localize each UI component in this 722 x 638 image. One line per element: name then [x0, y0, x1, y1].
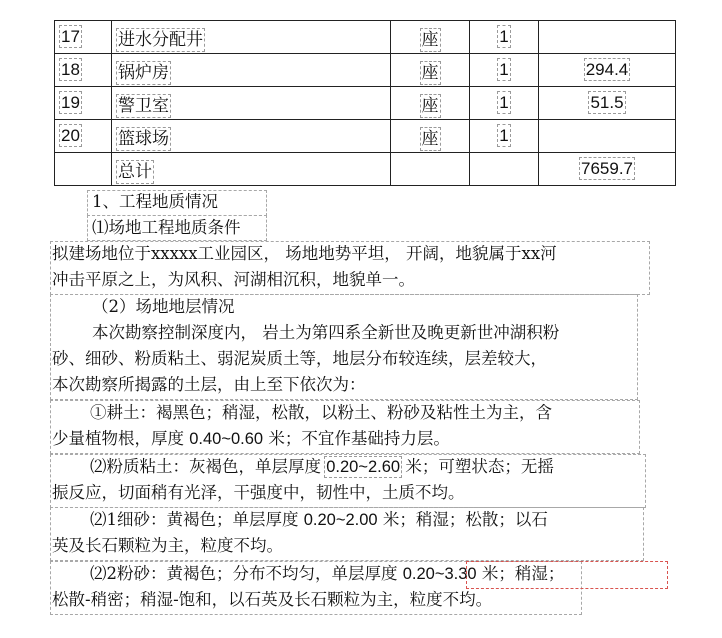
layer-4-paragraph: ⑵2粉砂：黄褐色；分布不均匀，单层厚度 0.20~3.30 米；稍湿； 松散-稍密；稍湿-饱和，以石英及长石颗粒为主，粒度不均。: [52, 564, 565, 609]
table-row: [55, 54, 676, 87]
area-cell: [539, 120, 676, 153]
row-number: 19: [55, 87, 112, 120]
total-area-cell: 7659.7: [539, 153, 676, 186]
site-description-paragraph: 拟建场地位于xxxxx工业园区， 场地地势平坦， 开阔，地貌属于xx河 冲击平原之上，为风积、河湖相沉积，地貌单一。: [52, 244, 557, 289]
quantity-cell: 1: [470, 21, 539, 54]
quantity-cell: 1: [470, 87, 539, 120]
table-row: [55, 21, 676, 54]
building-name: 锅炉房: [112, 54, 391, 87]
row-number: 17: [55, 21, 112, 54]
quantity-cell: 1: [470, 120, 539, 153]
layer-2-paragraph: ⑵粉质粘土：灰褐色，单层厚度 0.20~2.60 米；可塑状态；无摇 振反应，切面稍有光泽，干强度中，韧性中，土质不均。: [52, 457, 554, 502]
area-cell: [539, 21, 676, 54]
table-total-row: [55, 153, 676, 186]
unit-cell: 座: [391, 21, 470, 54]
unit-cell: 座: [391, 87, 470, 120]
table-row: [55, 87, 676, 120]
building-name: 警卫室: [112, 87, 391, 120]
row-number: 18: [55, 54, 112, 87]
subsection-heading: ⑴场地工程地质条件: [92, 218, 241, 237]
quantity-cell: 1: [470, 54, 539, 87]
building-name: 篮球场: [112, 120, 391, 153]
table-row: [55, 120, 676, 153]
unit-cell: 座: [391, 120, 470, 153]
area-cell: 294.4: [539, 54, 676, 87]
layer-1-paragraph: ①耕土：褐黑色；稍湿，松散，以粉土、粉砂及粘性土为主，含 少量植物根，厚度 0.40~0.60 米；不宜作基础持力层。: [52, 403, 552, 448]
strata-paragraph: （2）场地地层情况 本次勘察控制深度内， 岩土为第四系全新世及晚更新世冲湖积粉 砂、细砂、粉质粘土、弱泥炭质土等，地层分布较连续，层差较大， 本次勘察所揭露的土层，由上至下依次为：: [52, 297, 560, 394]
row-number: [55, 153, 112, 186]
layer-3-paragraph: ⑵1细砂：黄褐色；单层厚度 0.20~2.00 米；稍湿；松散；以石 英及长石颗粒为主，粒度不均。: [52, 510, 548, 555]
building-name: 进水分配井: [112, 21, 391, 54]
unit-cell: [391, 153, 470, 186]
unit-cell: 座: [391, 54, 470, 87]
building-table: [54, 20, 676, 186]
section-heading: 1、工程地质情况: [92, 192, 218, 211]
row-number: 20: [55, 120, 112, 153]
area-cell: 51.5: [539, 87, 676, 120]
quantity-cell: [470, 153, 539, 186]
total-label-cell: 总计: [112, 153, 391, 186]
